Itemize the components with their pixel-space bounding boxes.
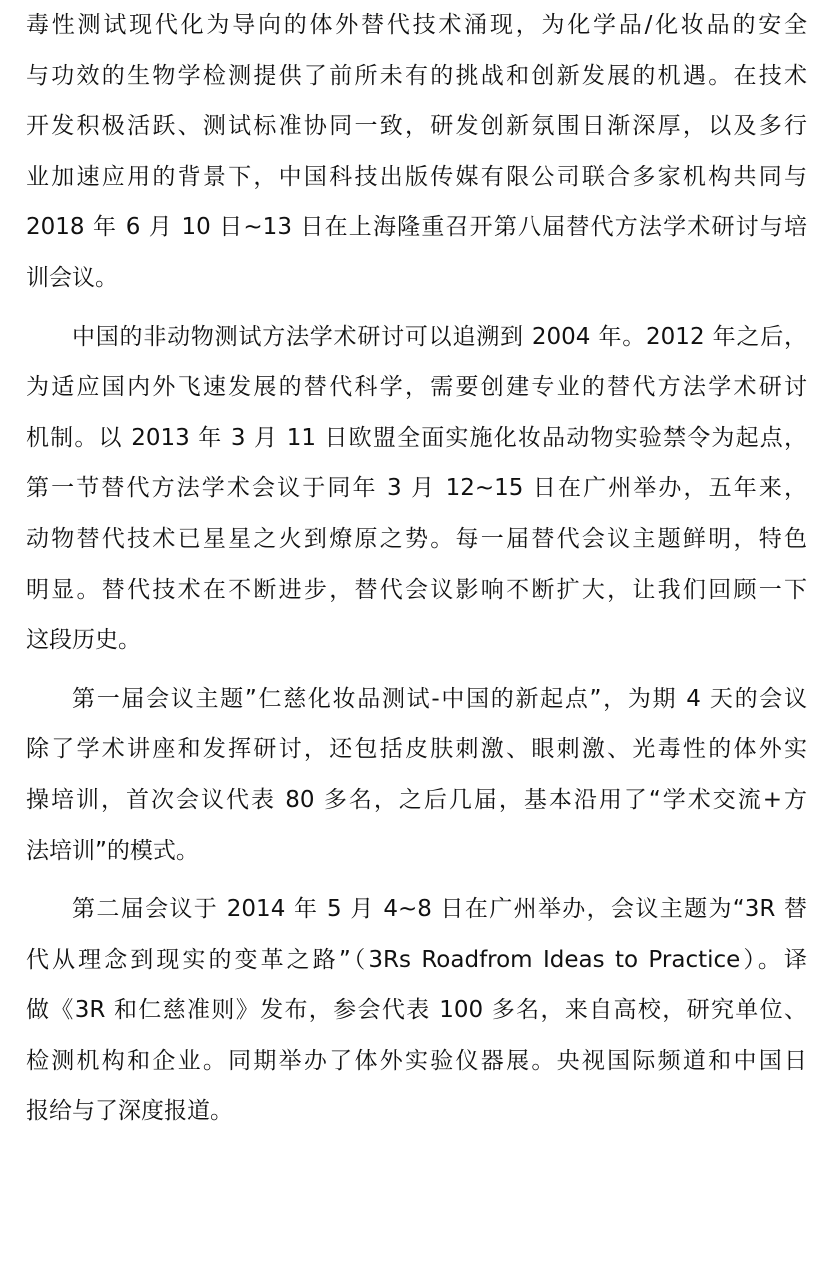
text-line: 操培训，首次会议代表 80 多名，之后几届，基本沿用了“学术交流+方 — [26, 786, 807, 813]
text-line: 为适应国内外飞速发展的替代科学，需要创建专业的替代方法学术研讨 — [26, 374, 807, 401]
paragraph-1 — [26, 0, 807, 304]
text-line: 做《3R 和仁慈准则》发布，参会代表 100 多名，来自高校，研究单位、 — [26, 997, 807, 1024]
text-line: 动物替代技术已星星之火到燎原之势。每一届替代会议主题鲜明，特色 — [26, 525, 807, 552]
text-line: 法培训”的模式。 — [26, 837, 199, 864]
text-line: 机制。以 2013 年 3 月 11 日欧盟全面实施化妆品动物实验禁令为起点， — [26, 424, 807, 451]
text-line: 与功效的生物学检测提供了前所未有的挑战和创新发展的机遇。在技术 — [26, 62, 807, 89]
document-page — [26, 0, 807, 1137]
text-line: 第一节替代方法学术会议于同年 3 月 12~15 日在广州举办，五年来， — [26, 475, 807, 502]
paragraph-4 — [26, 884, 807, 1137]
text-line: 明显。替代技术在不断进步，替代会议影响不断扩大，让我们回顾一下 — [26, 576, 807, 603]
paragraph-3 — [26, 674, 807, 876]
text-line: 报给与了深度报道。 — [26, 1098, 233, 1125]
text-line: 第一届会议主题”仁慈化妆品测试-中国的新起点”，为期 4 天的会议 — [72, 685, 807, 712]
text-line: 2018 年 6 月 10 日~13 日在上海隆重召开第八届替代方法学术研讨与培 — [26, 214, 807, 241]
text-line: 这段历史。 — [26, 627, 141, 654]
text-line: 中国的非动物测试方法学术研讨可以追溯到 2004 年。2012 年之后， — [72, 323, 807, 350]
text-line: 训会议。 — [26, 264, 118, 291]
text-line: 代从理念到现实的变革之路”（3Rs Roadfrom Ideas to Practice）。译 — [26, 946, 807, 973]
text-line: 第二届会议于 2014 年 5 月 4~8 日在广州举办，会议主题为“3R 替 — [72, 896, 807, 923]
text-line: 检测机构和企业。同期举办了体外实验仪器展。央视国际频道和中国日 — [26, 1047, 807, 1074]
paragraph-2 — [26, 312, 807, 666]
text-line: 业加速应用的背景下，中国科技出版传媒有限公司联合多家机构共同与 — [26, 163, 807, 190]
text-line: 毒性测试现代化为导向的体外替代技术涌现，为化学品/化妆品的安全 — [26, 12, 807, 38]
text-line: 除了学术讲座和发挥研讨，还包括皮肤刺激、眼刺激、光毒性的体外实 — [26, 736, 807, 763]
text-line: 开发积极活跃、测试标准协同一致，研发创新氛围日渐深厚，以及多行 — [26, 113, 807, 140]
